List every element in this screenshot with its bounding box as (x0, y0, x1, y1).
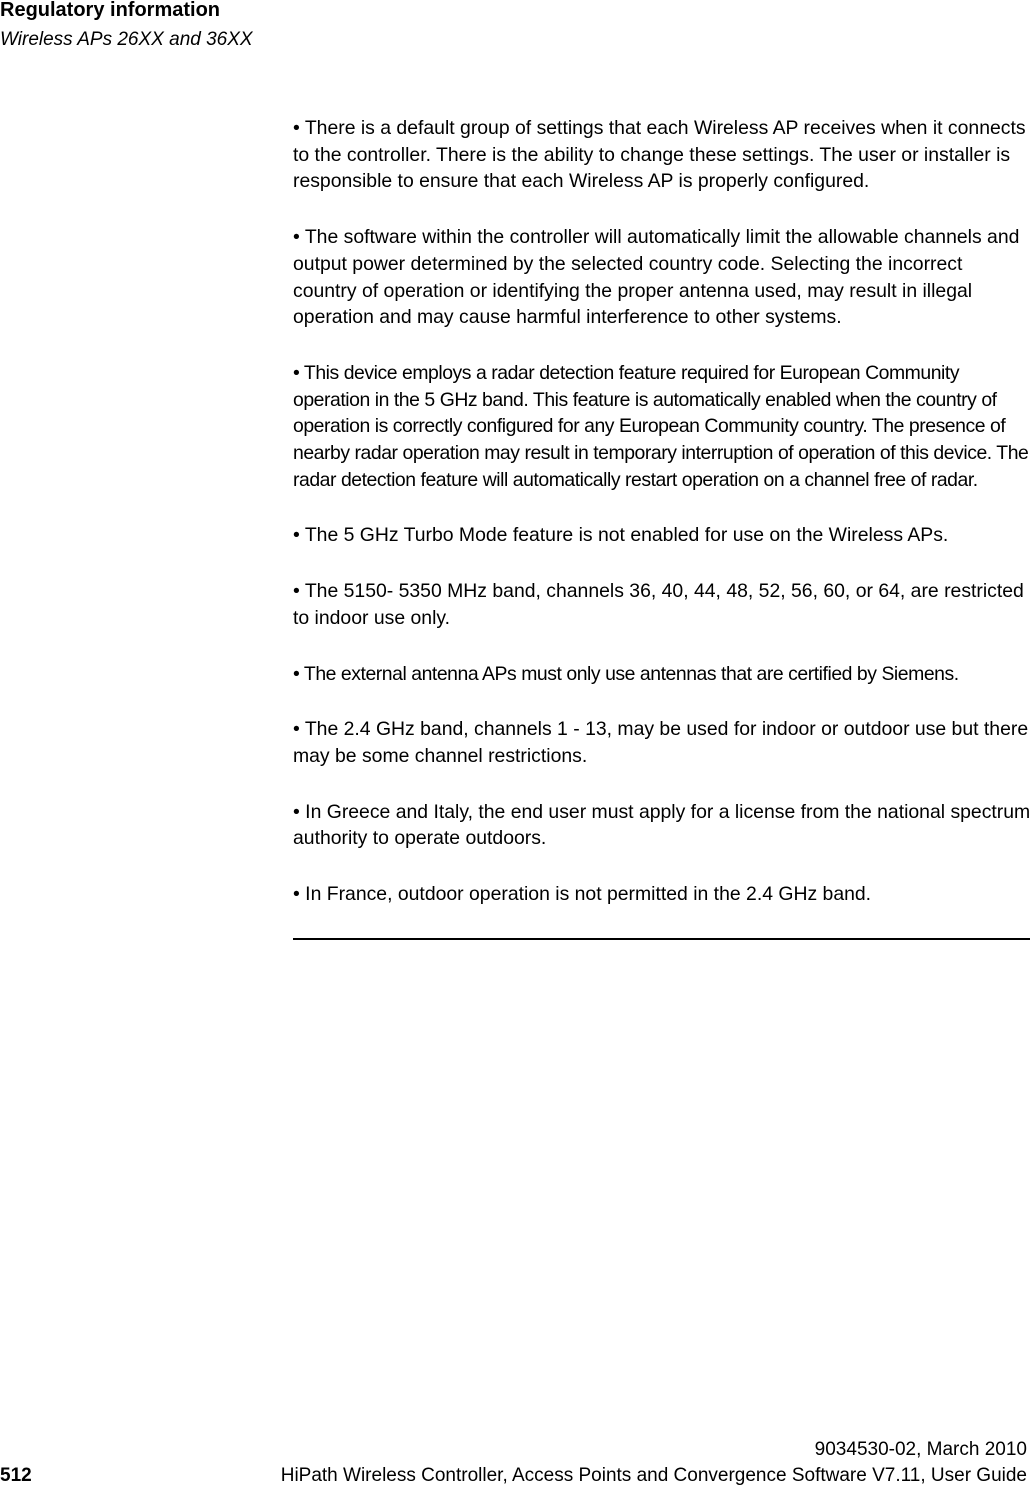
bullet-greece-italy: • In Greece and Italy, the end user must apply for a license from the national spectrum authority to operate outdoors. (293, 800, 1031, 850)
regulatory-notes (293, 115, 1031, 937)
guide-title: HiPath Wireless Controller, Access Points and Convergence Software V7.11, User Guide (280, 1465, 1027, 1486)
bullet-france: • In France, outdoor operation is not permitted in the 2.4 GHz band. (293, 883, 872, 906)
bullet-external-antenna: • The external antenna APs must only use antennas that are certified by Siemens. (293, 662, 959, 685)
bullet-turbo-mode: • The 5 GHz Turbo Mode feature is not enabled for use on the Wireless APs. (293, 524, 949, 547)
bullet-channel-limits: • The software within the controller will automatically limit the allowable channels and output power determined by the selected country code. Selecting the incorrect country of operation or identifying the proper antenna used, may result in illegal operation and may cause harmful interference to other systems. (293, 226, 1020, 329)
bullet-indoor-band: • The 5150- 5350 MHz band, channels 36, 40, 44, 48, 52, 56, 60, or 64, are restricted to indoor use only. (293, 580, 1024, 629)
document-number: 9034530-02, March 2010 (814, 1439, 1027, 1460)
bullet-2-4ghz-band: • The 2.4 GHz band, channels 1 - 13, may be used for indoor or outdoor use but there may be some channel restrictions. (293, 718, 1029, 767)
section-divider (293, 938, 1030, 940)
bullet-default-settings: • There is a default group of settings that each Wireless AP receives when it connects to the controller. There is the ability to change these settings. The user or installer is responsible to ensure that each Wireless AP is properly configured. (293, 117, 1026, 193)
bullet-radar-detection: • This device employs a radar detection feature required for European Community operation in the 5 GHz band. This feature is automatically enabled when the country of operation is correctly configured for any European Community country. The presence of nearby radar operation may result in temporary interruption of operation of this device. The radar detection feature will automatically restart operation on a channel free of radar. (293, 361, 1029, 491)
section-subtitle: Wireless APs 26XX and 36XX (0, 29, 253, 50)
section-title: Regulatory information (0, 0, 221, 21)
page-number: 512 (0, 1465, 32, 1486)
